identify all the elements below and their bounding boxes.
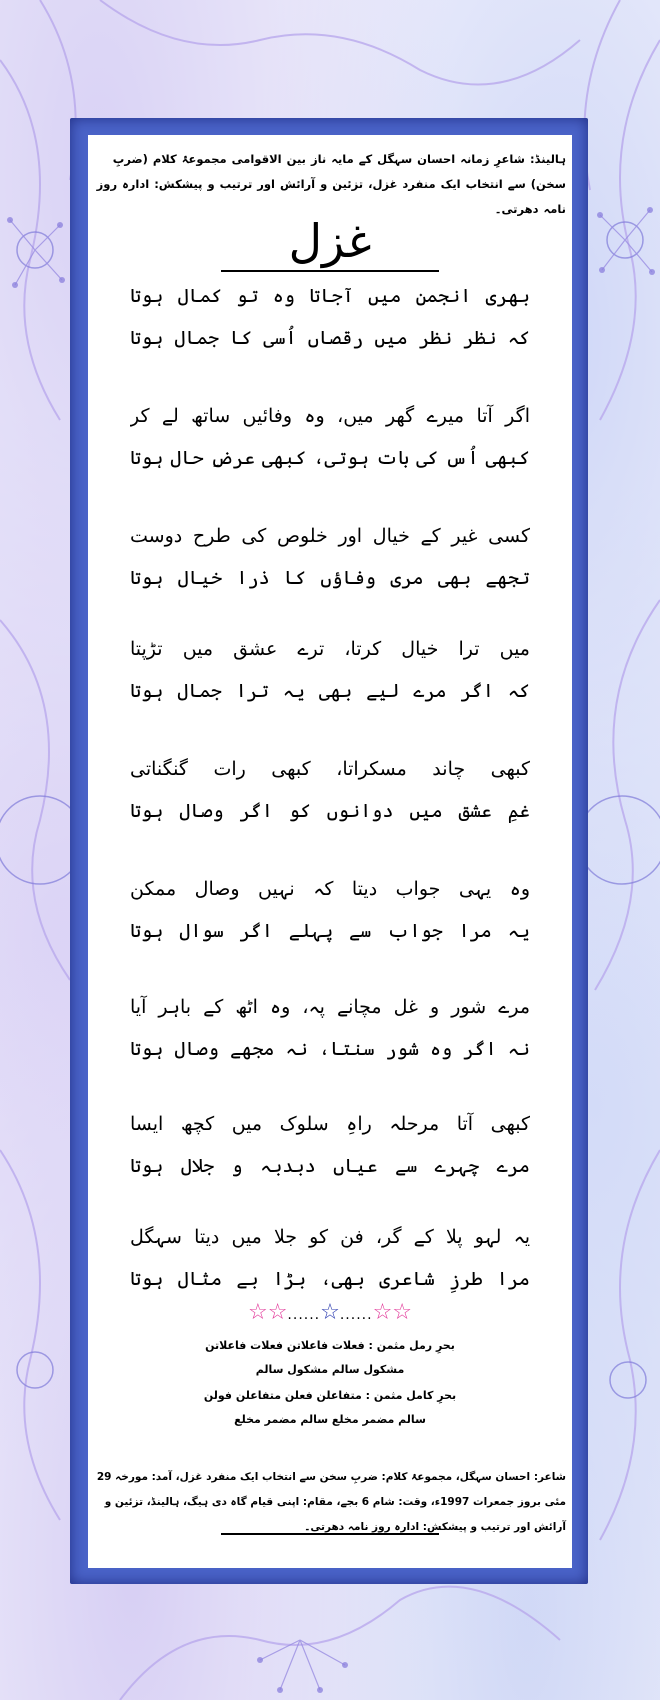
meter-line-3: بحرِ کامل مثمن : متفاعلن فعلن متفاعلن فولن [203,1389,457,1402]
misra-9-2: مرا طرزِ شاعری بھی، بڑا بے مثال ہوتا [130,1268,530,1290]
star-icon: ☆ [247,1300,268,1325]
misra-2-1: اگر آتا میرے گھر میں، وہ وفائیں ساتھ لے کر [130,405,530,427]
misra-6-2: یہ مرا جواب سے پہلے اگر سوال ہوتا [130,920,530,942]
poem-title: غزل [288,214,372,268]
separator-dots: ...... [287,1307,321,1323]
misra-7-1: مرے شور و غل مچانے پہ، وہ اٹھ کے باہر آیا [130,996,530,1018]
couplet-9 [130,1216,530,1300]
star-separator [88,1299,572,1329]
couplet-1 [130,275,530,359]
star-icon: ☆ [267,1300,288,1325]
star-icon: ☆ [392,1300,413,1325]
misra-9-1: یہ لہو پلا کے گر، فن کو جلا میں دیتا سہگل [130,1226,530,1248]
title-underline [221,270,439,272]
misra-8-2: مرے چہرے سے عیاں دبدبہ و جلال ہوتا [130,1155,530,1177]
couplet-4 [130,628,530,712]
misra-3-2: تجھے بھی مری وفاؤں کا ذرا خیال ہوتا [130,567,530,589]
couplet-7 [130,986,530,1070]
couplet-3 [130,515,530,599]
misra-1-1: بھری انجمن میں آجاتا وہ تو کمال ہوتا [130,285,530,307]
meter-line-1: بحرِ رمل مثمن : فعلات فاعلاتن فعلات فاعلاتن [205,1339,455,1352]
separator-dots: ...... [339,1307,373,1323]
meter-line-4: سالم مضمر مخلع سالم مضمر مخلع [234,1413,426,1426]
couplet-8 [130,1103,530,1187]
misra-1-2: کہ نظر نظر میں رقصاں اُسی کا جمال ہوتا [130,327,530,349]
misra-2-2: کبھی اُس کی بات ہوتی، کبھی عرضِ حال ہوتا [130,447,530,469]
poem-panel [88,135,572,1568]
star-icon: ☆ [320,1300,340,1325]
intro-text: ہالینڈ: شاعرِ زمانہ احسان سہگل کے مایہ ناز بین الاقوامی مجموعۂ کلام (ضربِ سخن) سے انتخاب ایک منفرد غزل، تزئین و آرائش اور ترتیب و پیشکش: ادارہ روز نامہ دھرتی۔ [96,152,566,216]
misra-5-1: کبھی چاند مسکراتا، کبھی رات گنگناتی [130,758,530,780]
misra-8-1: کبھی آتا مرحلہ راہِ سلوک میں کچھ ایسا [130,1113,530,1135]
misra-5-2: غمِ عشق میں دوانوں کو اگر وصال ہوتا [130,800,530,822]
footer-text: شاعر: احسان سہگل، مجموعۂ کلام: ضربِ سخن سے انتخاب ایک منفرد غزل، آمد: مورخہ 29 مئی بروز جمعرات 1997ء، وقت: شام 6 بجے، مقام: اپنی قیام گاہ دی ہیگ، ہالینڈ، تزئین و آرائش اور ترتیب و پیشکش: ادارہ روز نامہ دھرتی۔ [96,1471,566,1533]
star-icon: ☆ [372,1300,393,1325]
couplet-6 [130,868,530,952]
bottom-rule [221,1533,439,1535]
misra-4-2: کہ اگر مرے لیے بھی یہ ترا جمال ہوتا [130,680,530,702]
meter-line-2: مشکول سالم مشکول سالم [255,1363,405,1376]
misra-4-1: میں ترا خیال کرتا، ترے عشق میں تڑپتا [130,638,530,660]
couplet-5 [130,748,530,832]
couplet-2 [130,395,530,479]
misra-7-2: نہ اگر وہ شور سنتا، نہ مجھے وصال ہوتا [130,1038,530,1060]
misra-3-1: کسی غیر کے خیال اور خلوص کی طرح دوست [130,525,530,547]
misra-6-1: وہ یہی جواب دیتا کہ نہیں وصال ممکن [130,878,530,900]
